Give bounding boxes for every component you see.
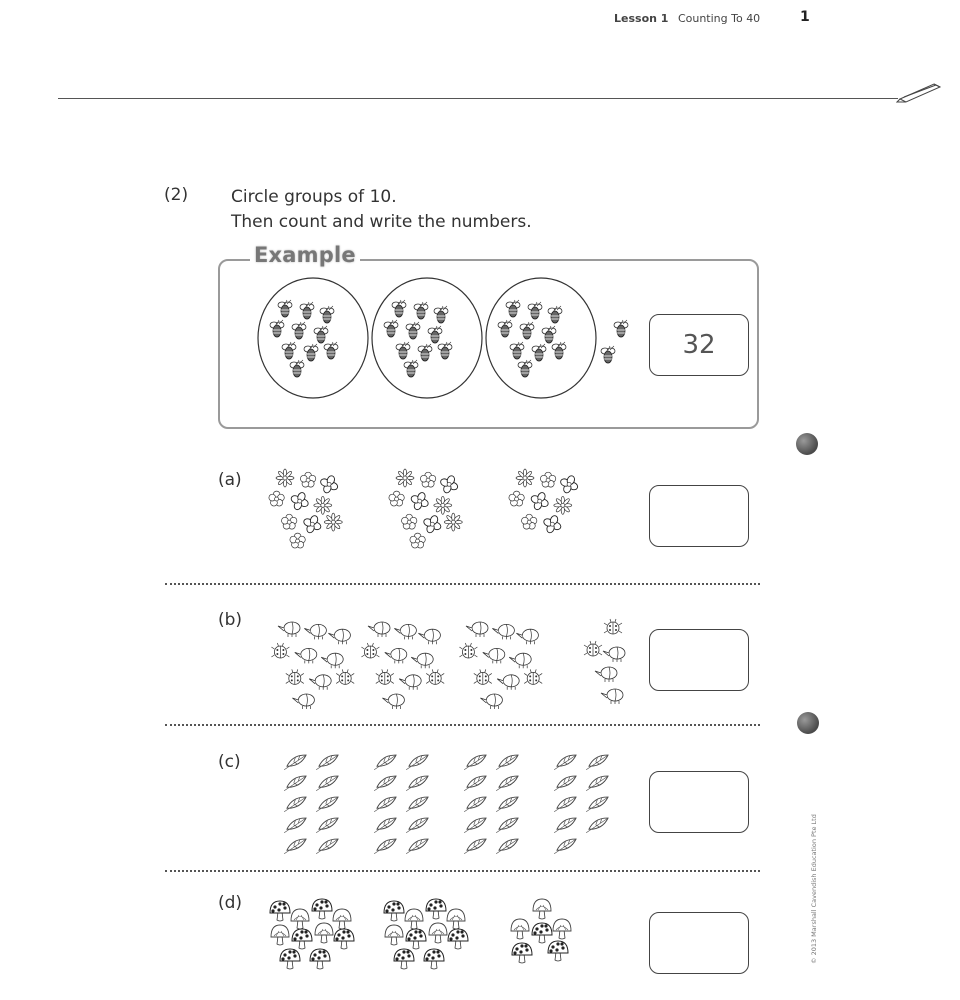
flower-icon	[269, 491, 284, 506]
leaf-icon	[461, 836, 488, 854]
leaf-icon	[371, 794, 398, 812]
bug-icon	[336, 669, 354, 684]
bee-icon	[314, 326, 328, 343]
question-number: (2)	[164, 185, 189, 205]
bee-icon	[428, 326, 442, 343]
flower-icon	[290, 533, 305, 548]
bug-icon	[483, 648, 505, 663]
leaf-icon	[551, 836, 578, 854]
bee-icon	[300, 302, 314, 319]
leaf-icon	[403, 836, 430, 854]
leaf-icon	[493, 815, 520, 833]
item-group	[384, 300, 452, 377]
bee-icon	[542, 326, 556, 343]
item-group	[389, 469, 462, 548]
leaf-icon	[313, 836, 340, 854]
mushroom-icon	[405, 909, 423, 929]
flower-icon	[290, 491, 309, 510]
mushroom-icon	[548, 941, 568, 961]
mushroom-icon	[312, 899, 332, 919]
leaf-icon	[551, 752, 578, 770]
bug-icon	[295, 648, 317, 663]
mushroom-icon	[385, 925, 403, 945]
item-group	[281, 752, 340, 854]
bug-icon	[309, 675, 331, 690]
flower-icon	[410, 533, 425, 548]
bee-icon	[528, 302, 542, 319]
instruction-line-1: Circle groups of 10.	[231, 187, 397, 207]
item-group	[511, 899, 571, 963]
leaf-icon	[493, 836, 520, 854]
flower-icon	[389, 491, 404, 506]
flower-icon	[300, 472, 315, 487]
flower-icon	[402, 514, 417, 529]
leaf-icon	[493, 752, 520, 770]
item-group	[361, 622, 444, 709]
bee-icon	[414, 302, 428, 319]
leaf-icon	[371, 836, 398, 854]
bee-icon	[510, 342, 524, 359]
leaf-icon	[583, 752, 610, 770]
bug-icon	[368, 622, 390, 637]
flower-icon	[543, 515, 562, 534]
item-group	[601, 320, 628, 363]
bee-icon	[506, 300, 520, 317]
bee-icon	[396, 342, 410, 359]
mushroom-icon	[333, 909, 351, 929]
leaf-icon	[313, 773, 340, 791]
part-b-label: (b)	[218, 610, 243, 630]
flower-icon	[420, 472, 435, 487]
leaf-icon	[583, 773, 610, 791]
bug-icon	[411, 653, 433, 668]
bug-icon	[399, 675, 421, 690]
bug-icon	[474, 669, 492, 684]
bee-icon	[418, 344, 432, 361]
leaf-icon	[493, 794, 520, 812]
bug-icon	[524, 669, 542, 684]
leaf-icon	[461, 815, 488, 833]
bug-icon	[385, 648, 407, 663]
mushroom-icon	[426, 899, 446, 919]
bug-icon	[418, 629, 440, 644]
flower-icon	[530, 491, 549, 510]
bug-icon	[516, 629, 538, 644]
item-group	[269, 469, 342, 548]
bug-icon	[321, 653, 343, 668]
bug-icon	[604, 619, 622, 634]
leaf-icon	[403, 773, 430, 791]
mushroom-icon	[406, 929, 426, 949]
leaf-icon	[461, 773, 488, 791]
bug-icon	[304, 624, 326, 639]
flower-icon	[423, 515, 442, 534]
leaf-icon	[281, 794, 308, 812]
bug-icon	[459, 643, 477, 658]
mushroom-icon	[394, 949, 414, 969]
leaf-icon	[313, 815, 340, 833]
bug-icon	[426, 669, 444, 684]
flower-icon	[540, 472, 555, 487]
flower-icon	[276, 469, 294, 487]
leaf-icon	[371, 752, 398, 770]
mushroom-icon	[292, 929, 312, 949]
bee-icon	[290, 360, 304, 377]
item-group	[509, 469, 579, 534]
group-circle	[372, 278, 482, 398]
instruction-line-2: Then count and write the numbers.	[231, 212, 532, 232]
bee-icon	[548, 306, 562, 323]
leaf-icon	[371, 773, 398, 791]
bug-icon	[271, 643, 289, 658]
flower-icon	[396, 469, 414, 487]
flower-icon	[314, 496, 332, 514]
item-group	[459, 622, 542, 709]
leaf-icon	[583, 815, 610, 833]
mushroom-icon	[533, 899, 551, 919]
flower-icon	[516, 469, 534, 487]
item-group	[384, 899, 468, 969]
item-group	[461, 752, 520, 854]
bug-icon	[509, 653, 531, 668]
bug-icon	[376, 669, 394, 684]
bee-icon	[438, 342, 452, 359]
bug-icon	[278, 622, 300, 637]
leaf-icon	[461, 794, 488, 812]
leaf-icon	[403, 752, 430, 770]
mushroom-icon	[424, 949, 444, 969]
leaf-icon	[551, 773, 578, 791]
bee-icon	[324, 342, 338, 359]
bee-icon	[518, 360, 532, 377]
mushroom-icon	[512, 943, 532, 963]
part-c-label: (c)	[218, 752, 241, 772]
flower-icon	[439, 475, 458, 494]
bee-icon	[292, 322, 306, 339]
bug-icon	[480, 694, 502, 709]
flower-icon	[303, 515, 322, 534]
lesson-title: Counting To 40	[677, 12, 761, 25]
item-group	[551, 752, 610, 854]
mushroom-icon	[271, 925, 289, 945]
leaf-icon	[551, 794, 578, 812]
item-group	[271, 622, 354, 709]
lesson-label: Lesson 1	[614, 12, 669, 25]
mushroom-icon	[310, 949, 330, 969]
bug-icon	[595, 667, 617, 682]
flower-icon	[282, 514, 297, 529]
item-group	[584, 619, 625, 704]
flower-icon	[324, 513, 342, 531]
leaf-icon	[313, 794, 340, 812]
flower-icon	[509, 491, 524, 506]
mushroom-icon	[447, 909, 465, 929]
flower-icon	[522, 514, 537, 529]
copyright-text: © 2013 Marshall Cavendish Education Pte Ltd	[810, 814, 818, 964]
bug-icon	[394, 624, 416, 639]
mushroom-icon	[291, 909, 309, 929]
mushroom-icon	[511, 919, 529, 939]
leaf-icon	[281, 752, 308, 770]
leaf-icon	[313, 752, 340, 770]
leaf-icon	[371, 815, 398, 833]
leaf-icon	[461, 752, 488, 770]
leaf-icon	[281, 815, 308, 833]
bee-icon	[434, 306, 448, 323]
bee-icon	[532, 344, 546, 361]
bee-icon	[270, 320, 284, 337]
item-group	[270, 300, 338, 377]
bee-icon	[278, 300, 292, 317]
leaf-icon	[551, 815, 578, 833]
mushroom-icon	[553, 919, 571, 939]
leaf-icon	[403, 815, 430, 833]
bug-icon	[497, 675, 519, 690]
item-group	[371, 752, 430, 854]
mushroom-icon	[384, 901, 404, 921]
bee-icon	[304, 344, 318, 361]
leaf-icon	[281, 836, 308, 854]
bug-icon	[292, 694, 314, 709]
bee-icon	[282, 342, 296, 359]
group-circle	[486, 278, 596, 398]
mushroom-icon	[429, 923, 447, 943]
page-number: 1	[800, 9, 810, 25]
bee-icon	[614, 320, 628, 337]
flower-icon	[319, 475, 338, 494]
leaf-icon	[403, 794, 430, 812]
bug-icon	[382, 694, 404, 709]
bug-icon	[466, 622, 488, 637]
part-d-label: (d)	[218, 893, 243, 913]
leaf-icon	[493, 773, 520, 791]
item-group	[498, 300, 566, 377]
bee-icon	[320, 306, 334, 323]
flower-icon	[444, 513, 462, 531]
example-label: Example	[250, 243, 360, 267]
example-answer: 32	[682, 330, 716, 360]
item-group	[270, 899, 354, 969]
mushroom-icon	[532, 923, 552, 943]
bee-icon	[392, 300, 406, 317]
bee-icon	[552, 342, 566, 359]
bug-icon	[584, 641, 602, 656]
flower-icon	[559, 475, 578, 494]
mushroom-icon	[448, 929, 468, 949]
bee-icon	[498, 320, 512, 337]
bug-icon	[286, 669, 304, 684]
group-circle	[258, 278, 368, 398]
leaf-icon	[583, 794, 610, 812]
mushroom-icon	[270, 901, 290, 921]
flower-icon	[434, 496, 452, 514]
bee-icon	[406, 322, 420, 339]
bug-icon	[361, 643, 379, 658]
mushroom-icon	[315, 923, 333, 943]
bee-icon	[601, 346, 615, 363]
bug-icon	[603, 647, 625, 662]
flower-icon	[410, 491, 429, 510]
bug-icon	[492, 624, 514, 639]
mushroom-icon	[334, 929, 354, 949]
bee-icon	[384, 320, 398, 337]
mushroom-icon	[280, 949, 300, 969]
flower-icon	[554, 496, 572, 514]
leaf-icon	[281, 773, 308, 791]
bug-icon	[328, 629, 350, 644]
bee-icon	[520, 322, 534, 339]
bee-icon	[404, 360, 418, 377]
part-a-label: (a)	[218, 470, 242, 490]
bug-icon	[601, 689, 623, 704]
